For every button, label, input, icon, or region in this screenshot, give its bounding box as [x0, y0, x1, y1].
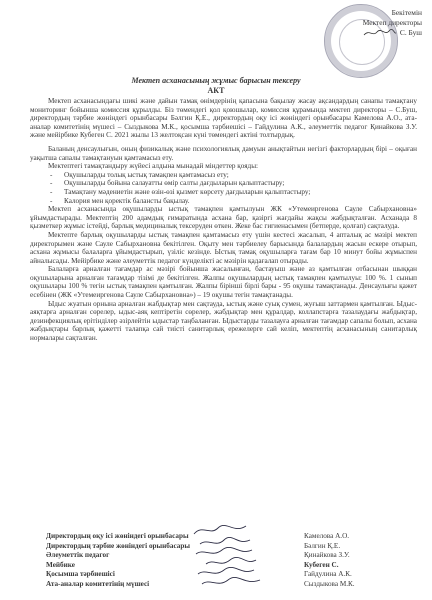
paragraph: Мектеп асханасындағы шикі және дайын тамақ өнімдерінің қапасына бақылау жасау ақсандардың санапы тамақтану мониторинг бойынша комиссия құрылды. Біз төмендегі қол қоюшылар, комиссия құрамында мектеп директоры – С.Буш, директордың тәрбие жөніндегі орынбасары Бәлгин Қ.Е., директордың оқу ісі жөніндегі орынбасары Камелова А.О., ата-аналар комитетінің мүшесі – Сыздыкова М.К., қосымша тәрбиешісі – Гайдулина А.К., әлеуметтік педагог Қинайкова З.У. және мейірбике Кубеген С. 2021 жылы 13 желтоқсан күні төмендегі актіні толтырдық. [30, 97, 417, 140]
paragraph: Ыдыс жуатын орнына арналған жабдықтар мен сақтауда, ыстық және суық сумен, жуғыш заттармен қамтылған. Ыдыс-аяқтарға арналған сөрелер, ыдыс-аяқ кептіретін сөрелер, жабдықтар мен құралдар, коллапстарға тазалаудағы жабдықтар, дезинфекциялық ерітінділер әзірлейтін ыдыстар таңбаланған. Ыдыстарды тазалауға арналған тағамдар сапалы болып, асхана жабдықтары барлық қажетті талапқа сай тиісті санитарлық ережелерге сай келіп, мектептің асханасының санитарлық нормалары сақталған. [30, 299, 417, 343]
document-title: Мектеп асханасының жұмыс барысын тексеру [131, 76, 301, 85]
paragraph: Балаларға арналған тағамдар ас мәзірі бойынша жасалынған, бастауыш және аз қамтылған отбасынан шыққан оқушыларына арналған тағамдар тізімі де бекітілген. Жалпы оқушылардың ыстық тамақпен қамтылуы: 100 %. 1 сынып оқушылары 100 % тегін ыстық тамақпен қамтылған. Жалпы бірінші бірлі бары - 95 оқушы тамақтанады. Денсаулығы қажет есебінен (ЖК «Утемеиргенова Сауле Сабырхановна») – 19 оқушы тегін тамақтанады. [30, 265, 417, 300]
signature-row [46, 542, 416, 552]
signature-name: Қинайкова З.У. [304, 551, 350, 560]
task-list [30, 171, 417, 205]
director-signature-icon [363, 28, 397, 38]
list-item: - Оқушыларды толық ыстық тамақпен қамтамасыз ету; [50, 171, 417, 180]
signature-name: Бәлгин Қ.Е. [304, 541, 341, 550]
document-subtitle: АКТ [207, 86, 225, 95]
paragraph: Мектептегі тамақтандыру жүйесі алдына мынадай міндеттер қояды: [48, 162, 259, 171]
paragraph: Мектеп асханасында оқушыларды ыстық тамақпен қамтылуын ЖК «Утемеиргенова Сауле Сабырхановна» ұйымдастырады. Мектептің 200 адамдық ғимаратында асхана бар, қазіргі жағдайы жақсы жабдықталған. Асханада 8 қызметкер жұмыс істейді, барлық медициналық тексеруден өткен. Жеке бас гигиенасымен (бетперде, қолғап) сақталуда. [30, 205, 417, 231]
signature-row [46, 551, 416, 561]
signature-row [46, 580, 416, 590]
signature-role: Директордың тәрбие жөніндегі орынбасары [46, 541, 190, 550]
signature-name: Гайдулина А.К. [304, 570, 352, 579]
approval-line-1: Бекітемін [391, 8, 422, 17]
signature-name: Камелова А.О. [304, 532, 350, 540]
signature-row [46, 570, 416, 580]
list-item: - Калория мен қоректік балансты бақылау. [50, 197, 417, 206]
list-item: - Тамақтану мәдениетін және өзін-өзі қызмет көрсету дағдыларын қалыптастыру; [50, 188, 417, 197]
signature-block [46, 532, 416, 590]
paragraph: Баланың денсаулығын, оның физикалық және психологиялық дамуын анықтайтын негізгі факторлардың бірі – оқыған уақытша сапалы тамақтануын қамтамасыз ету. [30, 144, 417, 162]
signature-row [46, 532, 416, 542]
signature-role: Директордың оқу ісі жөніндегі орынбасары [46, 532, 189, 540]
approval-block [302, 8, 422, 38]
signature-row [46, 561, 416, 571]
signature-role: Мейбике [46, 560, 75, 569]
list-item: - Оқушыларды бойына салауатты өмір салты дағдыларын қалыптастыру; [50, 179, 417, 188]
signature-name: Сыздыкова М.К. [304, 579, 355, 588]
approval-line-2: Мектеп директоры [362, 18, 422, 27]
signature-role: Ата-аналар комитетінің мүшесі [46, 579, 150, 588]
signature-name: Кубеген С. [304, 560, 339, 569]
document-body [30, 97, 417, 343]
signature-role: Әлеуметтік педагог [46, 551, 110, 560]
paragraph: Мектепте барлық оқушыларды ыстық тамақпен қамтамасыз ету үшін кестесі жасалып, 4 апталық ас мәзірі мектеп директорымен және Сауле Сабырхановна бекітілген. Оқыту мен тәрбиелеу барысында балалардың жасын ескере отырып, асхана жұмысы балаларға ұйымдастырып, үзіліс кезінде. Ыстық тамақ оқушыларға тағам бар 10 минут бойы жұмыспен айналысады. Мейірбике және әлеуметтік педагог күнделікті ас мәзірін қадағалап отырады. [30, 230, 417, 265]
signature-role: Қосымша тәрбиешісі [46, 570, 115, 579]
approval-line-3: С. Буш [399, 28, 422, 37]
